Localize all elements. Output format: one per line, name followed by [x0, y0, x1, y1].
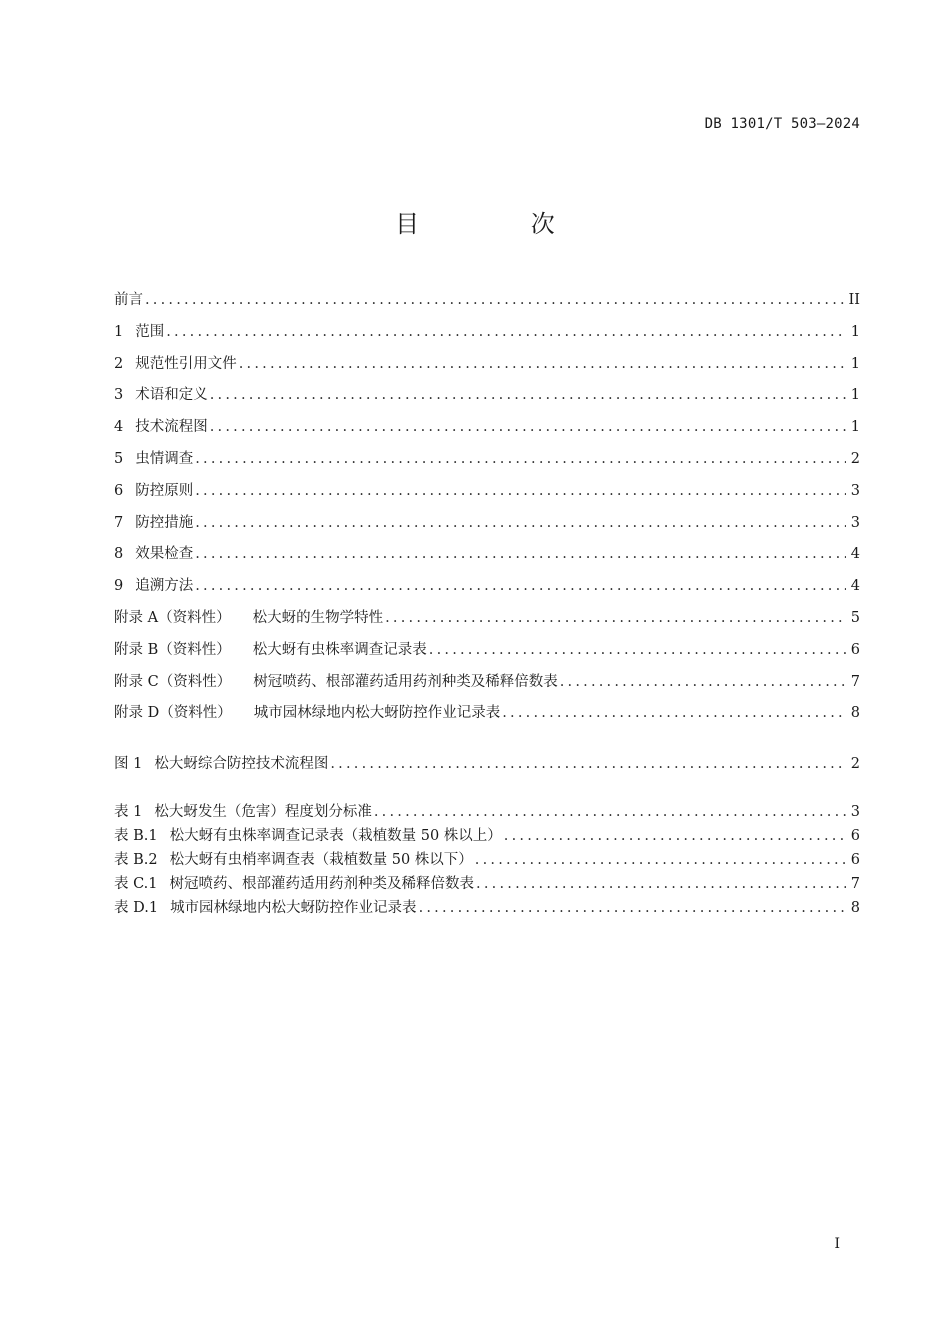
dot-leader [419, 900, 846, 916]
toc-entry[interactable] [114, 896, 860, 920]
toc-entry-label-group [114, 824, 502, 845]
toc-entry-page: 8 [850, 900, 860, 916]
toc-entry-label-group [114, 896, 417, 917]
dot-leader [504, 828, 846, 844]
toc-entry-number: 2 [114, 355, 124, 372]
page-number: I [834, 1236, 840, 1252]
toc-entry-appendix-tag: 附录 B（资料性） [114, 641, 231, 658]
toc-entry-label-group [114, 872, 474, 893]
toc-entry[interactable] [114, 848, 860, 872]
dot-leader [385, 610, 846, 626]
dot-leader [502, 705, 846, 721]
toc-entry-page: II [848, 292, 860, 308]
toc-entry-page: 8 [850, 705, 860, 722]
toc-entry-number: 3 [114, 387, 124, 404]
toc-entry-label-group [114, 479, 193, 500]
toc-entry[interactable] [114, 752, 860, 776]
toc-entry-label-group [114, 542, 193, 563]
toc-entry[interactable] [114, 383, 860, 415]
toc-entry-title: 术语和定义 [135, 387, 208, 404]
toc-main-list [114, 288, 860, 733]
toc-entry-label-group [114, 800, 372, 821]
toc-entry-number: 8 [114, 546, 124, 563]
toc-entry-title: 树冠喷药、根部灌药适用药剂种类及稀释倍数表 [253, 673, 558, 690]
dot-leader [166, 324, 846, 340]
toc-entry[interactable] [114, 288, 860, 320]
dot-leader [195, 546, 846, 562]
page-title: 目 次 [395, 210, 607, 238]
toc-entry-number: 5 [114, 450, 124, 467]
toc-entry-number: 表 B.2 [114, 852, 158, 868]
toc-entry-title: 松大蚜的生物学特性 [252, 609, 384, 626]
dot-leader [195, 515, 846, 531]
toc-entry-page: 3 [850, 482, 860, 499]
toc-entry-title: 城市园林绿地内松大蚜防控作业记录表 [170, 900, 417, 916]
toc-entry-number: 4 [114, 419, 124, 436]
toc-entry-title: 技术流程图 [135, 419, 208, 436]
toc-entry[interactable] [114, 606, 860, 638]
toc-entry[interactable] [114, 574, 860, 606]
toc-entry-number: 6 [114, 482, 124, 499]
toc-figures-list [114, 752, 860, 776]
toc-entry-label-group [114, 848, 473, 869]
toc-entry-number: 表 1 [114, 804, 143, 820]
dot-leader [195, 578, 846, 594]
toc-entry-label-group [114, 288, 143, 309]
toc-entry-title: 松大蚜有虫株率调查记录表 [252, 641, 427, 658]
toc-entry-page: 7 [850, 673, 860, 690]
dot-leader [239, 356, 846, 372]
toc-entry-label-group [114, 606, 383, 627]
toc-entry[interactable] [114, 670, 860, 702]
toc-entry-label-group [114, 447, 193, 468]
toc-entry-number: 7 [114, 514, 124, 531]
dot-leader [475, 852, 846, 868]
document-code: DB 1301/T 503—2024 [704, 116, 860, 132]
dot-leader [210, 419, 846, 435]
toc-entry-number: 图 1 [114, 756, 143, 772]
toc-entry-appendix-tag: 附录 D（资料性） [114, 705, 232, 722]
toc-entry-title: 防控措施 [135, 514, 194, 531]
toc-entry-label-group [114, 752, 328, 773]
toc-entry-title: 松大蚜综合防控技术流程图 [154, 756, 329, 772]
toc-entry-page: 1 [850, 387, 860, 404]
toc-entry-title: 树冠喷药、根部灌药适用药剂种类及稀释倍数表 [169, 876, 475, 892]
dot-leader [429, 642, 846, 658]
toc-entry[interactable] [114, 824, 860, 848]
toc-entry-page: 7 [850, 876, 860, 892]
toc-entry-title: 松大蚜有虫株率调查记录表（栽植数量 50 株以上） [169, 828, 502, 844]
toc-entry-title: 追溯方法 [135, 578, 194, 595]
toc-entry-title: 虫情调查 [135, 450, 194, 467]
toc-entry[interactable] [114, 352, 860, 384]
toc-entry-title: 城市园林绿地内松大蚜防控作业记录表 [253, 705, 501, 722]
toc-entry-title: 前言 [114, 292, 143, 308]
dot-leader [560, 674, 846, 690]
toc-entry-number: 表 C.1 [114, 876, 158, 892]
toc-entry[interactable] [114, 320, 860, 352]
dot-leader [195, 483, 846, 499]
toc-entry-title: 范围 [135, 323, 165, 340]
toc-entry-number: 表 D.1 [114, 900, 159, 916]
dot-leader [476, 876, 846, 892]
toc-entry-label-group [114, 701, 500, 722]
dot-leader [330, 756, 846, 772]
toc-entry-page: 6 [850, 852, 860, 868]
toc-entry[interactable] [114, 415, 860, 447]
toc-entry[interactable] [114, 638, 860, 670]
toc-tables-list [114, 800, 860, 920]
dot-leader [374, 804, 846, 820]
toc-entry-appendix-tag: 附录 C（资料性） [114, 673, 232, 690]
toc-entry-number: 表 B.1 [114, 828, 158, 844]
toc-entry-title: 松大蚜有虫梢率调查表（栽植数量 50 株以下） [169, 852, 473, 868]
toc-entry-label-group [114, 638, 427, 659]
dot-leader [210, 387, 846, 403]
toc-entry-label-group [114, 511, 193, 532]
toc-entry-page: 2 [850, 756, 860, 772]
dot-leader [195, 451, 846, 467]
toc-entry-title: 松大蚜发生（危害）程度划分标准 [154, 804, 372, 820]
toc-entry-appendix-tag: 附录 A（资料性） [114, 609, 231, 626]
toc-entry-page: 6 [850, 828, 860, 844]
toc-entry-page: 6 [850, 641, 860, 658]
toc-entry-page: 2 [850, 450, 860, 467]
toc-entry-label-group [114, 670, 558, 691]
toc-entry-label-group [114, 415, 208, 436]
toc-entry-label-group [114, 352, 237, 373]
toc-entry-page: 3 [850, 514, 860, 531]
toc-entry-page: 4 [850, 546, 860, 563]
toc-entry[interactable] [114, 447, 860, 479]
toc-entry[interactable] [114, 872, 860, 896]
toc-entry-page: 1 [850, 323, 860, 340]
toc-entry-title: 防控原则 [135, 482, 194, 499]
toc-entry[interactable] [114, 511, 860, 543]
toc-entry-number: 9 [114, 578, 124, 595]
toc-entry[interactable] [114, 800, 860, 824]
toc-entry[interactable] [114, 542, 860, 574]
toc-entry-page: 4 [850, 578, 860, 595]
toc-entry-page: 1 [850, 355, 860, 372]
toc-entry-page: 5 [850, 609, 860, 626]
toc-entry-number: 1 [114, 323, 124, 340]
toc-entry-label-group [114, 320, 164, 341]
toc-entry-title: 效果检查 [135, 546, 194, 563]
toc-entry[interactable] [114, 479, 860, 511]
dot-leader [145, 292, 845, 308]
toc-entry-label-group [114, 383, 208, 404]
toc-entry-page: 3 [850, 804, 860, 820]
toc-entry-label-group [114, 574, 193, 595]
toc-entry-title: 规范性引用文件 [135, 355, 237, 372]
toc-entry[interactable] [114, 701, 860, 733]
toc-entry-page: 1 [850, 419, 860, 436]
